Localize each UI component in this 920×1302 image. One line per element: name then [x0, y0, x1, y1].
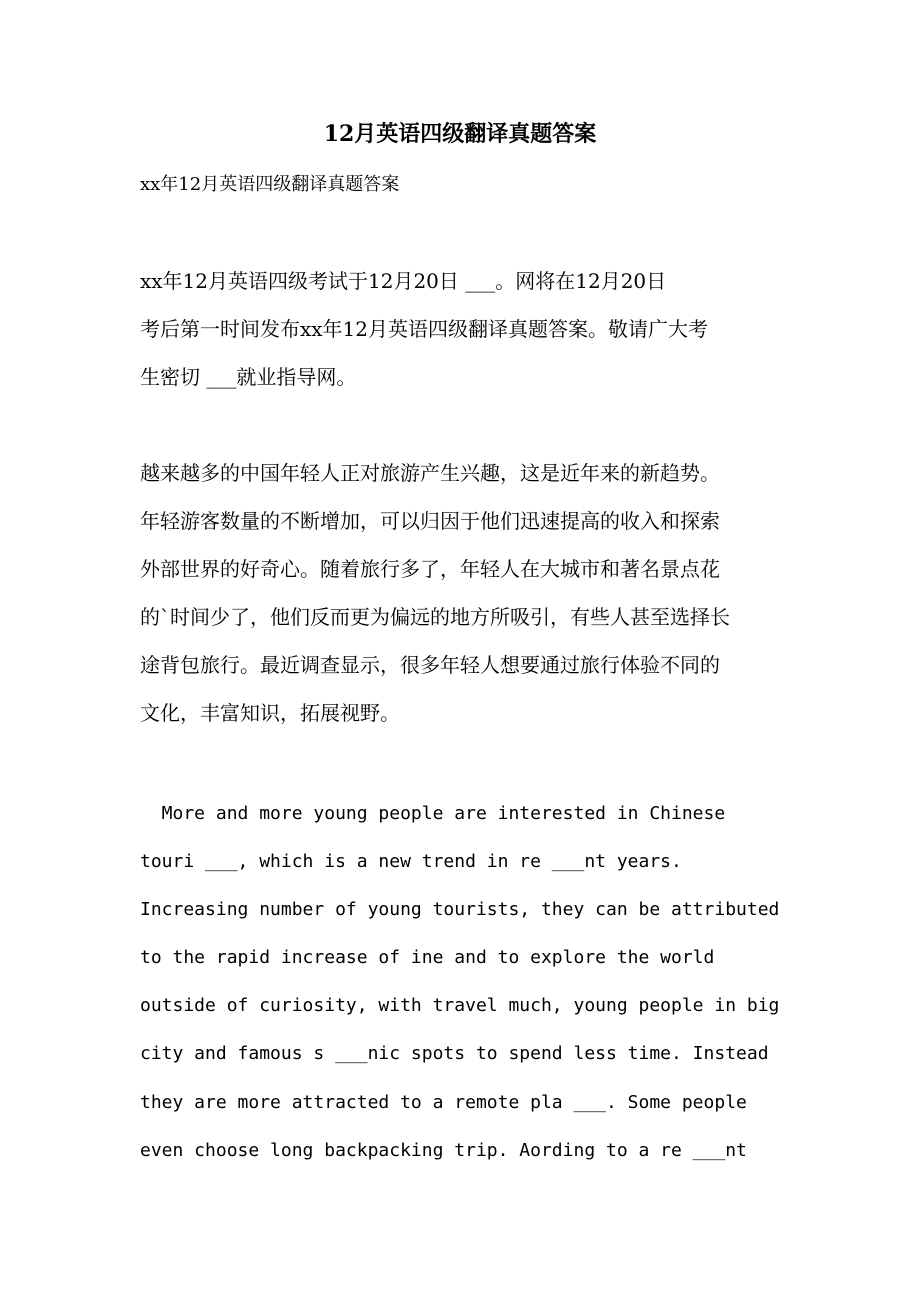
document-subtitle: xx年12月英语四级翻译真题答案 — [140, 174, 400, 195]
english-line: to the rapid increase of ine and to explore the world — [140, 947, 715, 968]
intro-line: 生密切 ___就业指导网。 — [140, 365, 357, 389]
chinese-line: 年轻游客数量的不断增加，可以归因于他们迅速提高的收入和探索 — [140, 509, 720, 533]
english-line: More and more young people are interested in Chinese — [140, 803, 726, 824]
english-line: even choose long backpacking trip. Aording to a re ___nt — [140, 1140, 747, 1161]
intro-line: 考后第一时间发布xx年12月英语四级翻译真题答案。敬请广大考 — [140, 317, 709, 341]
english-line: city and famous s ___nic spots to spend less time. Instead — [140, 1043, 769, 1064]
english-line: touri ___, which is a new trend in re ___nt years. — [140, 851, 682, 872]
english-line: outside of curiosity, with travel much, young people in big — [140, 995, 780, 1016]
chinese-line: 的`时间少了，他们反而更为偏远的地方所吸引，有些人甚至选择长 — [140, 605, 730, 629]
chinese-line: 文化，丰富知识，拓展视野。 — [140, 701, 400, 725]
chinese-line: 外部世界的好奇心。随着旅行多了，年轻人在大城市和著名景点花 — [140, 557, 720, 581]
english-line: Increasing number of young tourists, they can be attributed — [140, 899, 780, 920]
intro-line: xx年12月英语四级考试于12月20日 ___。网将在12月20日 — [140, 269, 667, 293]
chinese-line: 越来越多的中国年轻人正对旅游产生兴趣，这是近年来的新趋势。 — [140, 461, 720, 485]
document-title: 12月英语四级翻译真题答案 — [323, 121, 597, 147]
english-line: they are more attracted to a remote pla ___. Some people — [140, 1092, 747, 1113]
chinese-line: 途背包旅行。最近调查显示，很多年轻人想要通过旅行体验不同的 — [140, 653, 720, 677]
